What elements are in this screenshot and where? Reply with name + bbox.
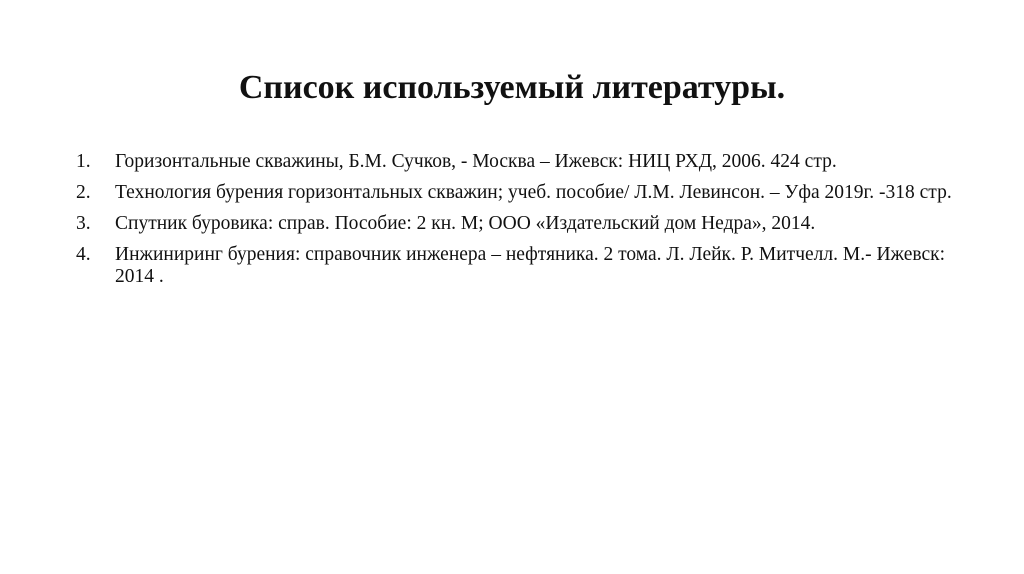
reference-number: 4. bbox=[76, 244, 91, 265]
slide-title: Список используемый литературы. bbox=[238, 69, 786, 106]
reference-text: Спутник буровика: справ. Пособие: 2 кн. М; ООО «Издательский дом Недра», 2014. bbox=[115, 213, 816, 234]
reference-text: Технология бурения горизонтальных скважин; учеб. пособие/ Л.М. Левинсон. – Уфа 2019г. -318 стр. bbox=[115, 182, 952, 203]
reference-number: 2. bbox=[76, 182, 91, 203]
reference-item bbox=[76, 213, 956, 235]
reference-item bbox=[76, 182, 956, 204]
reference-item bbox=[76, 151, 956, 173]
reference-text: Горизонтальные скважины, Б.М. Сучков, - Москва – Ижевск: НИЦ РХД, 2006. 424 стр. bbox=[115, 151, 837, 172]
reference-number: 1. bbox=[76, 151, 91, 172]
reference-list bbox=[76, 151, 956, 297]
reference-item bbox=[76, 244, 956, 288]
reference-number: 3. bbox=[76, 213, 91, 234]
reference-text: Инжиниринг бурения: справочник инженера – нефтяника. 2 тома. Л. Лейк. Р. Митчелл. М.- Ижевск: 2014 . bbox=[115, 244, 946, 287]
